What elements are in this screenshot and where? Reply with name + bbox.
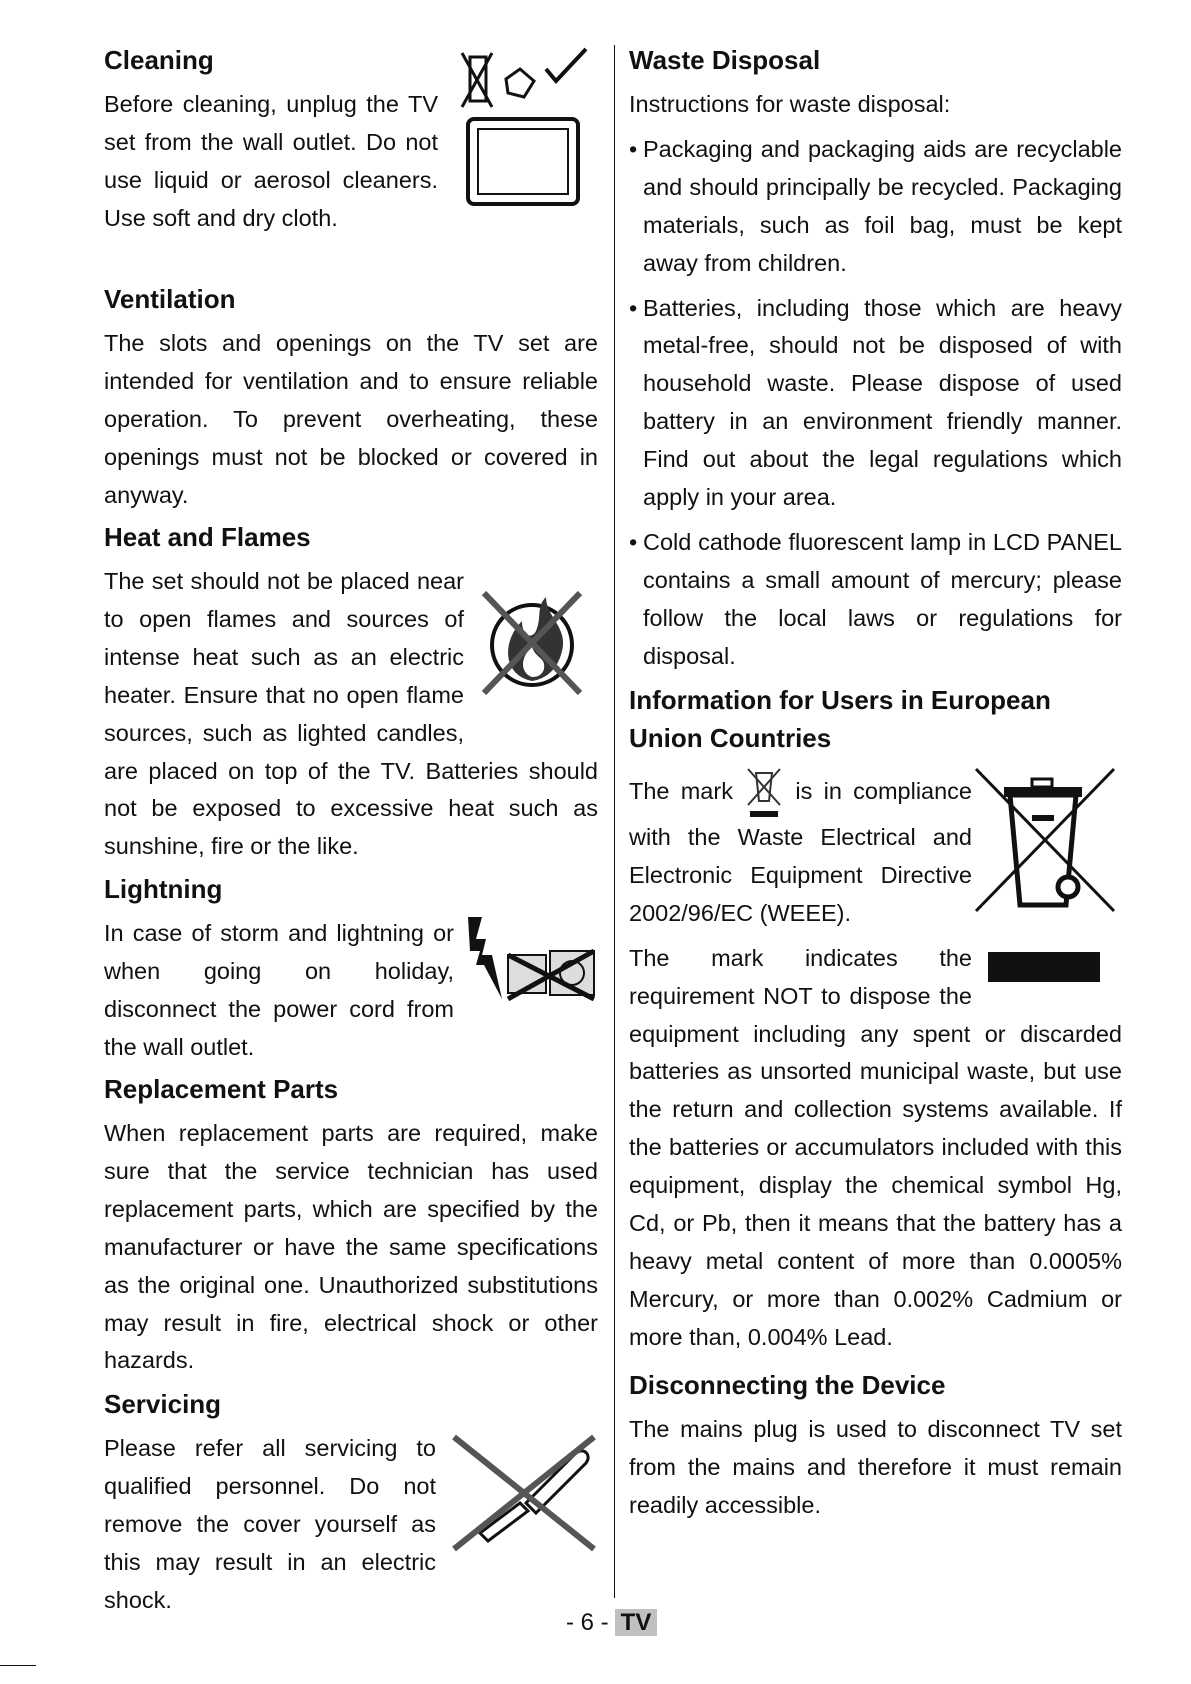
heading-lightning: Lightning — [104, 874, 223, 904]
heading-servicing: Servicing — [104, 1389, 222, 1419]
weee-figure — [972, 765, 1122, 982]
lightning-unplug-icon — [462, 915, 598, 1005]
black-bar-mark — [988, 952, 1100, 982]
section-heat-flames — [104, 518, 598, 866]
section-waste-disposal — [629, 41, 1122, 683]
heading-heat-flames: Heat and Flames — [104, 522, 311, 552]
eu-requirement-text: The mark indicates the requirement NOT to dispose the equipment including any spent or discarded batteries as unsorted municipal waste, but use the return and collection systems available. If the batteries or accumulators included with this equipment, display the chemical symbol Hg, Cd, or Pb, then it means that the battery has a heavy metal content of more than 0.0005% Mercury, or more than 0.002% Cadmium or more than, 0.004% Lead. — [629, 944, 1122, 1350]
waste-item-batteries: • Batteries, including those which are heavy metal-free, should not be disposed of with household waste. Please dispose of used battery in an environment friendly manner. Find out about the legal regulations which apply in your area. — [629, 290, 1122, 517]
tv-cleaning-icon — [448, 39, 598, 209]
waste-item-lamp: • Cold cathode fluorescent lamp in LCD PANEL contains a small amount of mercury; please follow the local laws or regulations for disposal. — [629, 524, 1122, 676]
lightning-text: In case of storm and lightning or when going on holiday, disconnect the power cord from the wall outlet. — [104, 920, 454, 1060]
cleaning-text: Before cleaning, unplug the TV set from the wall outlet. Do not use liquid or aerosol cleaners. Use soft and dry cloth. — [104, 91, 438, 231]
column-divider — [614, 45, 615, 1598]
ventilation-text: The slots and openings on the TV set are intended for ventilation and to ensure reliable operation. To prevent overheating, these openings must not be blocked or covered in anyway. — [104, 330, 598, 508]
section-disconnecting — [629, 1366, 1122, 1525]
section-label: TV — [615, 1609, 658, 1636]
crossed-bin-icon — [972, 765, 1118, 915]
mark-text-after: is in compliance with the Waste Electrical and Electronic Equipment Directive 2002/96/EC (WEEE). — [629, 778, 973, 926]
heading-eu-information: Information for Users in European Union Countries — [629, 685, 1051, 753]
disconnecting-text: The mains plug is used to disconnect TV set from the mains and therefore it must remain readily accessible. — [629, 1416, 1122, 1518]
heading-cleaning: Cleaning — [104, 45, 214, 75]
page-footer — [566, 1608, 657, 1638]
heat-flames-text: The set should not be placed near to open flames and sources of intense heat such as an electric heater. Ensure that no open flame sources, such as lighted candles, are placed on top of the TV. Batteries should not be exposed to excessive heat such as sunshine, fire or the like. — [104, 568, 598, 860]
section-ventilation — [104, 280, 598, 515]
page-number: - 6 - — [566, 1609, 609, 1636]
heading-replacement-parts: Replacement Parts — [104, 1074, 339, 1104]
no-flame-icon-wrap — [464, 563, 598, 751]
heading-ventilation: Ventilation — [104, 284, 236, 314]
mark-text-before: The mark — [629, 778, 733, 805]
section-servicing — [104, 1385, 598, 1620]
waste-intro: Instructions for waste disposal: — [629, 91, 951, 117]
section-cleaning — [104, 41, 598, 238]
section-eu-information — [629, 681, 1122, 1357]
heading-waste-disposal: Waste Disposal — [629, 45, 821, 75]
no-flame-icon — [464, 581, 598, 701]
heading-disconnecting: Disconnecting the Device — [629, 1370, 946, 1400]
waste-item-packaging: • Packaging and packaging aids are recyclable and should principally be recycled. Packaging materials, such as foil bag, must be kept away from children. — [629, 131, 1122, 283]
crop-mark — [0, 1665, 36, 1666]
small-crossed-bin-icon — [744, 767, 784, 819]
no-screwdriver-icon — [450, 1433, 598, 1553]
section-lightning — [104, 870, 598, 1067]
waste-list — [629, 131, 1122, 676]
section-replacement-parts — [104, 1070, 598, 1380]
servicing-text: Please refer all servicing to qualified personnel. Do not remove the cover yourself as this may result in an electric shock. — [104, 1435, 436, 1613]
replacement-parts-text: When replacement parts are required, make sure that the service technician has used replacement parts, which are specified by the manufacturer or have the same specifications as the original one. Unauthorized substitutions may result in fire, electrical shock or other hazards. — [104, 1120, 598, 1374]
